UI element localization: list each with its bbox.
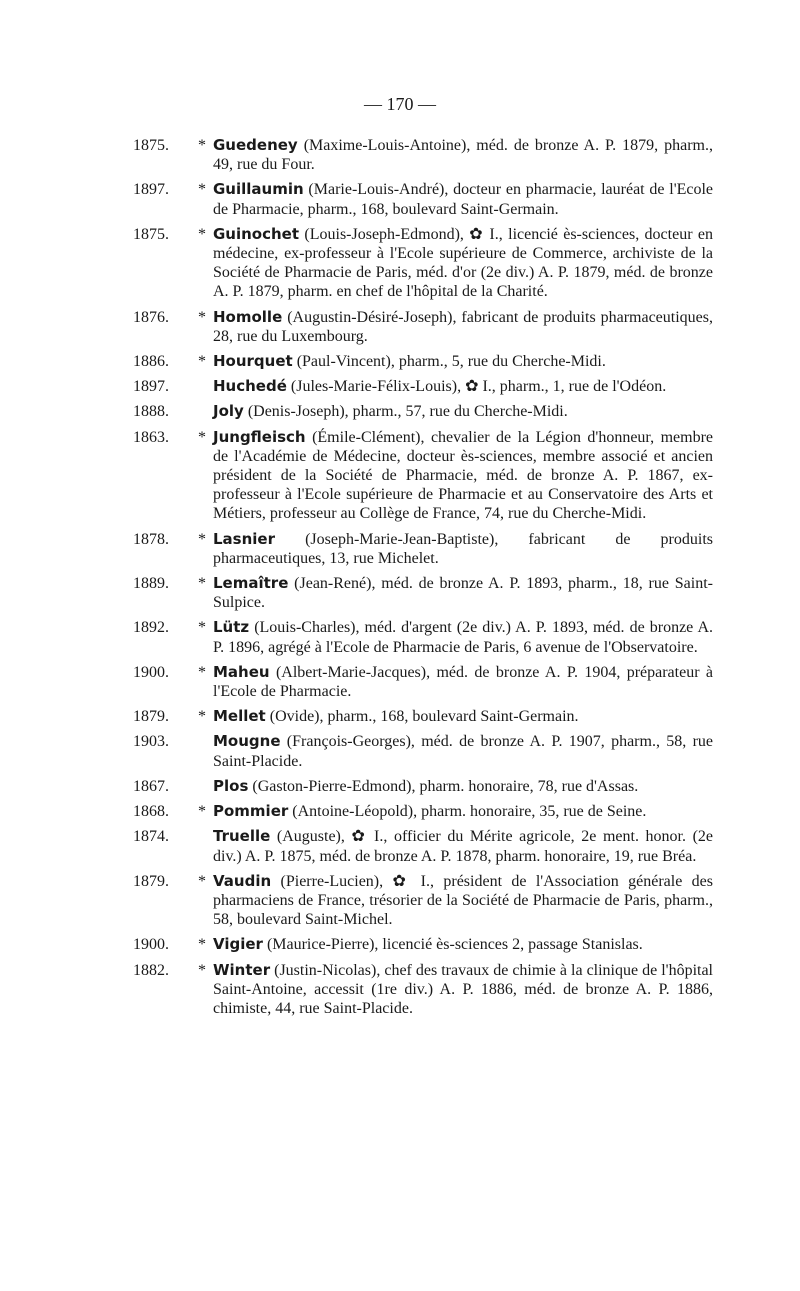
- entry-asterisk: *: [198, 308, 206, 326]
- entry-description: (Joseph-Marie-Jean-Baptiste), fabricant de produits pharmaceutiques, 13, rue Michelet.: [213, 530, 713, 567]
- entry-description: (Gaston-Pierre-Edmond), pharm. honoraire, 78, rue d'Assas.: [248, 777, 639, 795]
- entry-name: Guinochet: [213, 224, 300, 243]
- entry-asterisk: [191, 827, 213, 865]
- entry-body: [213, 377, 713, 396]
- entry-asterisk: *: [198, 663, 206, 681]
- entry-year: 1900.: [133, 663, 169, 681]
- page-number: — 170 —: [364, 94, 436, 114]
- entry-description: (Ovide), pharm., 168, boulevard Saint-Germain.: [265, 708, 579, 726]
- member-entry: [133, 180, 713, 218]
- entry-year: 1874.: [133, 828, 169, 846]
- entry-name: Vaudin: [213, 871, 272, 890]
- entry-name: Maheu: [213, 662, 270, 681]
- entry-year: 1868.: [133, 803, 169, 821]
- entry-asterisk: [191, 777, 213, 796]
- entry-name: Mellet: [213, 707, 266, 726]
- entry-body: [213, 707, 713, 726]
- entry-asterisk: *: [198, 428, 206, 446]
- entry-asterisk: [191, 732, 213, 770]
- entry-description: (Maxime-Louis-Antoine), méd. de bronze A. P. 1879, pharm., 49, rue du Four.: [213, 137, 713, 174]
- entry-name: Lasnier: [213, 529, 275, 548]
- entry-name: Pommier: [213, 802, 289, 821]
- member-entry: [133, 574, 713, 612]
- entry-asterisk: [191, 402, 213, 421]
- member-entry: [133, 352, 713, 371]
- entry-asterisk: *: [198, 803, 206, 821]
- entry-body: [213, 402, 713, 421]
- entry-asterisk: *: [198, 575, 206, 593]
- entry-name: Vigier: [213, 935, 263, 954]
- entry-body: [213, 872, 713, 930]
- entry-description: (Auguste), ✿ I., officier du Mérite agricole, 2e ment. honor. (2e div.) A. P. 1875, méd. de bronze A. P. 1878, pharm. honoraire, 19, rue Bréa.: [213, 828, 713, 865]
- entry-asterisk: *: [198, 619, 206, 637]
- member-entry: [133, 618, 713, 656]
- entry-asterisk: *: [198, 936, 206, 954]
- entry-body: [213, 574, 713, 612]
- entry-name: Lütz: [213, 618, 250, 637]
- entry-name: Jungfleisch: [213, 427, 306, 446]
- entry-name: Winter: [213, 960, 271, 979]
- entry-description: (Pierre-Lucien), ✿ I., président de l'Association générale des pharmaciens de France, trésorier de la Société de Pharmacie de Paris, pharm., 58, boulevard Saint-Michel.: [213, 872, 713, 929]
- member-entry: [133, 402, 713, 421]
- member-entry: [133, 872, 713, 930]
- entry-body: [213, 530, 713, 568]
- entry-body: [213, 225, 713, 302]
- entry-body: [213, 802, 713, 821]
- entry-asterisk: *: [198, 181, 206, 199]
- entry-body: [213, 308, 713, 346]
- member-entry: [133, 225, 713, 302]
- member-entry: [133, 961, 713, 1019]
- entry-description: (Marie-Louis-André), docteur en pharmacie, lauréat de l'Ecole de Pharmacie, pharm., 168, boulevard Saint-Germain.: [213, 181, 713, 218]
- entry-body: [213, 352, 713, 371]
- entry-description: (Jules-Marie-Félix-Louis), ✿ I., pharm., 1, rue de l'Odéon.: [286, 378, 667, 396]
- entry-description: (Paul-Vincent), pharm., 5, rue du Cherche-Midi.: [292, 353, 606, 371]
- entry-description: (Denis-Joseph), pharm., 57, rue du Cherche-Midi.: [243, 403, 568, 421]
- entry-description: (Antoine-Léopold), pharm. honoraire, 35, rue de Seine.: [288, 803, 647, 821]
- entry-description: (Augustin-Désiré-Joseph), fabricant de produits pharmaceutiques, 28, rue du Luxembourg.: [213, 308, 713, 345]
- member-entry: [133, 777, 713, 796]
- entry-year: 1897.: [133, 181, 169, 199]
- member-entry: [133, 663, 713, 701]
- entry-name: Huchedé: [213, 377, 287, 396]
- entry-year: 1886.: [133, 353, 169, 371]
- entry-name: Plos: [213, 776, 249, 795]
- member-entry: [133, 732, 713, 770]
- entry-year: 1875.: [133, 225, 169, 243]
- member-entry: [133, 827, 713, 865]
- entry-name: Homolle: [213, 307, 283, 326]
- entry-year: 1903.: [133, 733, 169, 751]
- entry-body: [213, 732, 713, 770]
- entry-body: [213, 180, 713, 218]
- entry-name: Mougne: [213, 732, 281, 751]
- entry-description: (François-Georges), méd. de bronze A. P. 1907, pharm., 58, rue Saint-Placide.: [213, 733, 713, 770]
- member-entry: [133, 802, 713, 821]
- member-entry: [133, 428, 713, 524]
- entry-description: (Émile-Clément), chevalier de la Légion d'honneur, membre de l'Académie de Médecine, docteur ès-sciences, membre associé et ancien président de la Société de Pharmacie, méd. de bronze A. P. 1867, ex-professeur à l'Ecole supérieure de Pharmacie et au Conservatoire des Arts et Métiers, professeur au Collège de France, 74, rue du Cherche-Midi.: [213, 428, 713, 523]
- entry-body: [213, 935, 713, 954]
- entry-body: [213, 618, 713, 656]
- entry-description: (Jean-René), méd. de bronze A. P. 1893, pharm., 18, rue Saint-Sulpice.: [213, 575, 713, 612]
- entry-year: 1882.: [133, 961, 169, 979]
- entry-name: Joly: [213, 402, 244, 421]
- entry-year: 1878.: [133, 530, 169, 548]
- entry-name: Truelle: [213, 827, 271, 846]
- member-entry: [133, 377, 713, 396]
- member-entry: [133, 136, 713, 174]
- entry-body: [213, 777, 713, 796]
- entry-body: [213, 827, 713, 865]
- entry-body: [213, 961, 713, 1019]
- entry-year: 1897.: [133, 378, 169, 396]
- entry-description: (Justin-Nicolas), chef des travaux de chimie à la clinique de l'hôpital Saint-Antoine, accessit (1re div.) A. P. 1886, méd. de bronze A. P. 1886, chimiste, 44, rue Saint-Placide.: [213, 961, 713, 1017]
- entry-asterisk: *: [198, 225, 206, 243]
- entry-year: 1879.: [133, 872, 169, 890]
- entry-body: [213, 428, 713, 524]
- entry-asterisk: *: [198, 872, 206, 890]
- member-entry: [133, 308, 713, 346]
- entry-year: 1879.: [133, 708, 169, 726]
- entry-body: [213, 136, 713, 174]
- entry-year: 1900.: [133, 936, 169, 954]
- entry-name: Guillaumin: [213, 180, 304, 199]
- entry-asterisk: *: [198, 530, 206, 548]
- entry-asterisk: *: [198, 353, 206, 371]
- entry-year: 1876.: [133, 308, 169, 326]
- entry-description: (Albert-Marie-Jacques), méd. de bronze A. P. 1904, préparateur à l'Ecole de Pharmacie.: [213, 663, 713, 701]
- entry-year: 1863.: [133, 428, 169, 446]
- entry-description: (Louis-Joseph-Edmond), ✿ I., licencié ès-sciences, docteur en médecine, ex-professeur à l'Ecole supérieure de Commerce, archiviste de la Société de Pharmacie de Paris, méd. d'or (2e div.) A. P. 1879, méd. de bronze A. P. 1879, pharm. en chef de l'hôpital de la Charité.: [213, 225, 713, 301]
- member-list: [133, 136, 713, 1024]
- entry-asterisk: *: [198, 708, 206, 726]
- member-entry: [133, 935, 713, 954]
- member-entry: [133, 530, 713, 568]
- entry-asterisk: *: [198, 137, 206, 154]
- entry-asterisk: *: [198, 961, 206, 979]
- entry-year: 1889.: [133, 575, 169, 593]
- member-entry: [133, 707, 713, 726]
- entry-body: [213, 663, 713, 701]
- entry-description: (Louis-Charles), méd. d'argent (2e div.) A. P. 1893, méd. de bronze A. P. 1896, agrégé à l'Ecole de Pharmacie de Paris, 6 avenue de l'Observatoire.: [213, 619, 713, 656]
- entry-year: 1867.: [133, 777, 169, 795]
- entry-description: (Maurice-Pierre), licencié ès-sciences 2, passage Stanislas.: [262, 936, 643, 954]
- entry-year: 1875.: [133, 137, 169, 154]
- entry-year: 1892.: [133, 619, 169, 637]
- entry-name: Guedeney: [213, 136, 298, 154]
- entry-name: Hourquet: [213, 352, 293, 371]
- entry-asterisk: [191, 377, 213, 396]
- entry-year: 1888.: [133, 403, 169, 421]
- entry-name: Lemaître: [213, 574, 289, 593]
